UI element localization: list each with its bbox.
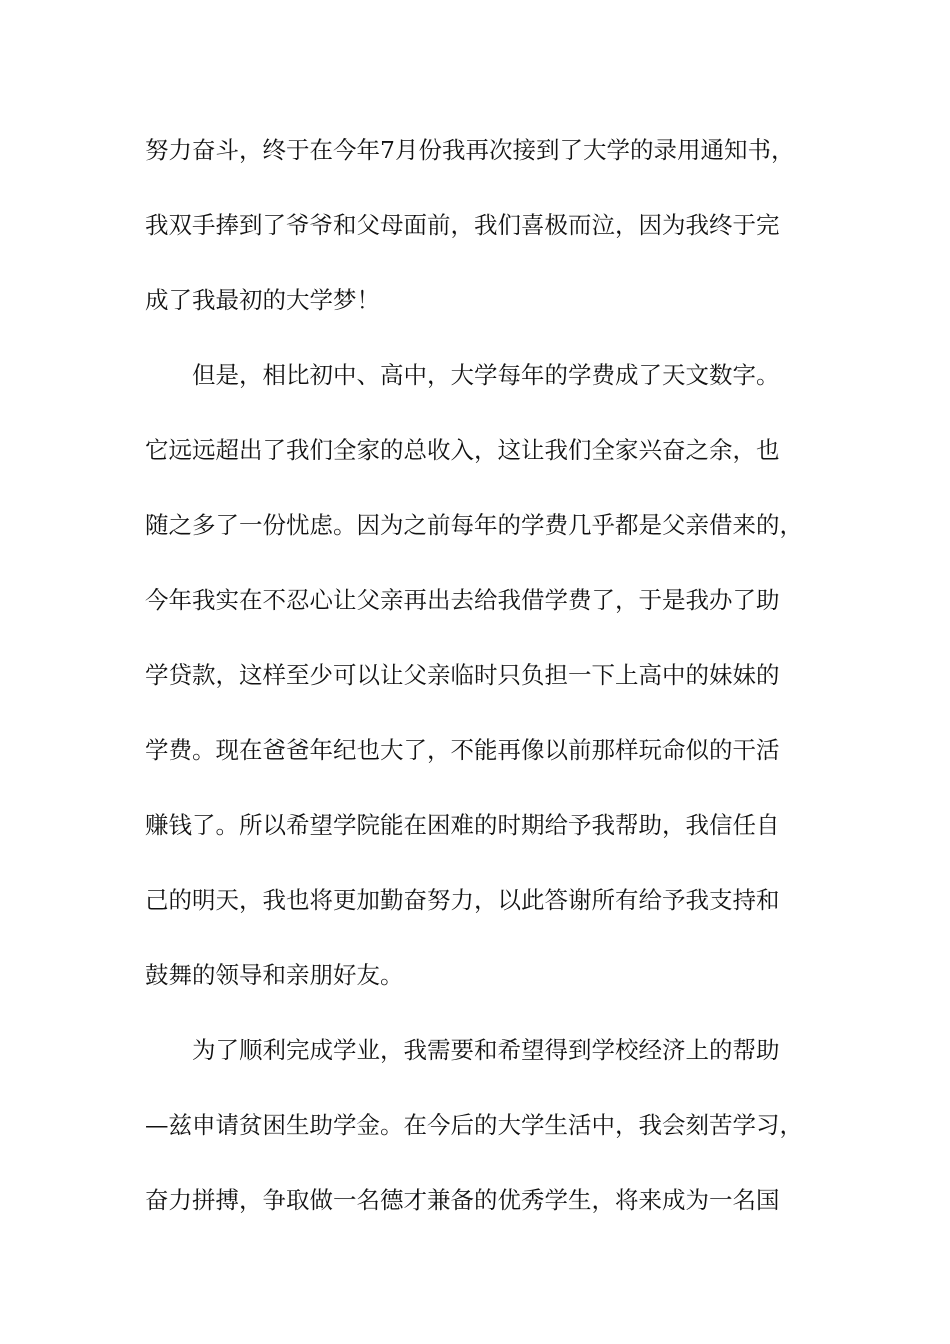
text-line-11: 己的明天，我也将更加勤奋努力，以此答谢所有给予我支持和 xyxy=(145,886,780,914)
text-line-13: 为了顺利完成学业，我需要和希望得到学校经济上的帮助 xyxy=(192,1036,780,1064)
text-line-6: 随之多了一份忧虑。因为之前每年的学费几乎都是父亲借来的， xyxy=(145,511,803,539)
text-line-5: 它远远超出了我们全家的总收入，这让我们全家兴奋之余，也 xyxy=(145,436,780,464)
text-line-8: 学贷款，这样至少可以让父亲临时只负担一下上高中的妹妹的 xyxy=(145,661,780,689)
text-line-9: 学费。现在爸爸年纪也大了，不能再像以前那样玩命似的干活 xyxy=(145,736,780,764)
text-line-2: 我双手捧到了爷爷和父母面前，我们喜极而泣，因为我终于完 xyxy=(145,211,780,239)
text-line-1: 努力奋斗，终于在今年7月份我再次接到了大学的录用通知书， xyxy=(145,136,795,164)
text-line-3: 成了我最初的大学梦！ xyxy=(145,286,380,314)
text-line-14: —兹申请贫困生助学金。在今后的大学生活中，我会刻苦学习， xyxy=(145,1111,803,1139)
text-line-15: 奋力拼搏，争取做一名德才兼备的优秀学生，将来成为一名国 xyxy=(145,1186,780,1214)
text-line-10: 赚钱了。所以希望学院能在困难的时期给予我帮助，我信任自 xyxy=(145,811,780,839)
text-line-4: 但是，相比初中、高中，大学每年的学费成了天文数字。 xyxy=(192,361,780,389)
text-line-7: 今年我实在不忍心让父亲再出去给我借学费了，于是我办了助 xyxy=(145,586,780,614)
text-line-12: 鼓舞的领导和亲朋好友。 xyxy=(145,961,404,989)
